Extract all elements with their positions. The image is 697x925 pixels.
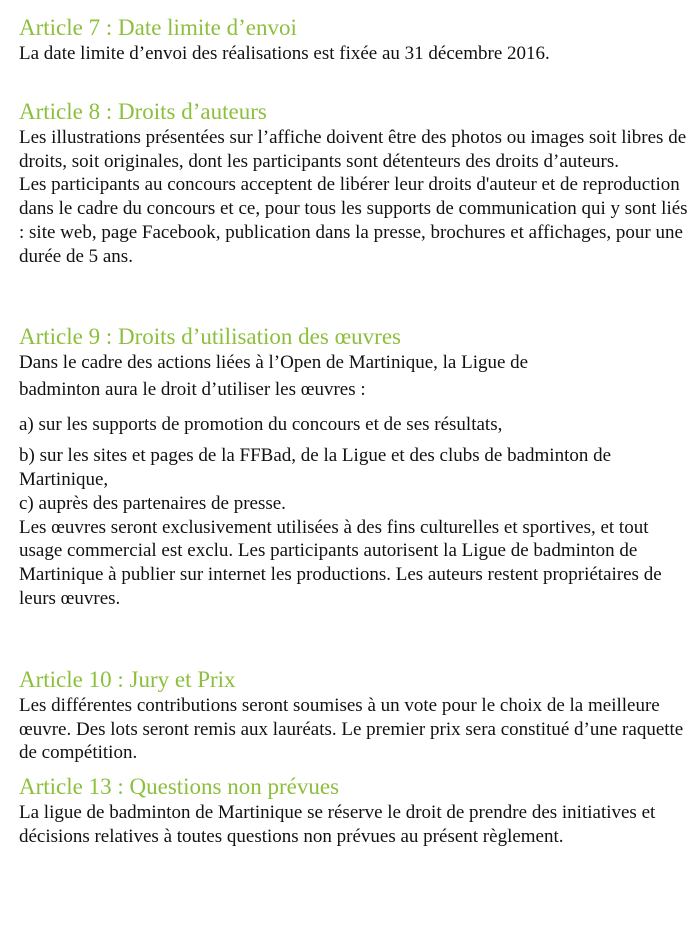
article-8-paragraph-2: Les participants au concours acceptent de libérer leur droits d'auteur et de reproduction dans le cadre du concours et ce, pour tous les supports de communication qui y sont liés : site web, page Facebook, publication dans la presse, brochures et affichages, pour une durée de 5 ans. [19, 174, 688, 267]
article-8 [19, 98, 689, 323]
article-8-paragraph-1: Les illustrations présentées sur l’affiche doivent être des photos ou images soit libres de droits, soit originales, dont les participants sont détenteurs des droits d’auteurs. [19, 127, 687, 172]
article-9-item-c: c) auprès des partenaires de presse. [19, 492, 286, 514]
article-9-paragraph-2: badminton aura le droit d’utiliser les œuvres : [19, 378, 366, 400]
article-9 [19, 323, 689, 666]
article-7 [19, 14, 689, 98]
document-page [19, 14, 689, 848]
article-10-title: Article 10 : Jury et Prix [19, 667, 236, 692]
article-9-item-a: a) sur les supports de promotion du concours et de ses résultats, [19, 413, 503, 435]
article-7-title: Article 7 : Date limite d’envoi [19, 15, 297, 40]
article-10 [19, 666, 689, 773]
article-9-item-b: b) sur les sites et pages de la FFBad, de la Ligue et des clubs de badminton de Martinique, [19, 445, 612, 491]
article-13-title: Article 13 : Questions non prévues [19, 774, 340, 799]
article-8-title: Article 8 : Droits d’auteurs [19, 99, 267, 124]
article-9-title: Article 9 : Droits d’utilisation des œuvres [19, 324, 401, 349]
article-13 [19, 773, 689, 848]
article-13-paragraph-1: La ligue de badminton de Martinique se réserve le droit de prendre des initiatives et décisions relatives à toutes questions non prévues au présent règlement. [19, 802, 656, 847]
article-9-paragraph-1: Dans le cadre des actions liées à l’Open de Martinique, la Ligue de [19, 352, 529, 373]
article-7-paragraph-1: La date limite d’envoi des réalisations est fixée au 31 décembre 2016. [19, 43, 550, 64]
article-10-paragraph-1: Les différentes contributions seront soumises à un vote pour le choix de la meilleure œuvre. Des lots seront remis aux lauréats. Le premier prix sera constitué d’une raquette de compétition. [19, 695, 684, 764]
article-9-paragraph-final: Les œuvres seront exclusivement utilisées à des fins culturelles et sportives, et tout usage commercial est exclu. Les participants autorisent la Ligue de badminton de Martinique à publier sur internet les productions. Les auteurs restent propriétaires de leurs œuvres. [19, 516, 662, 609]
